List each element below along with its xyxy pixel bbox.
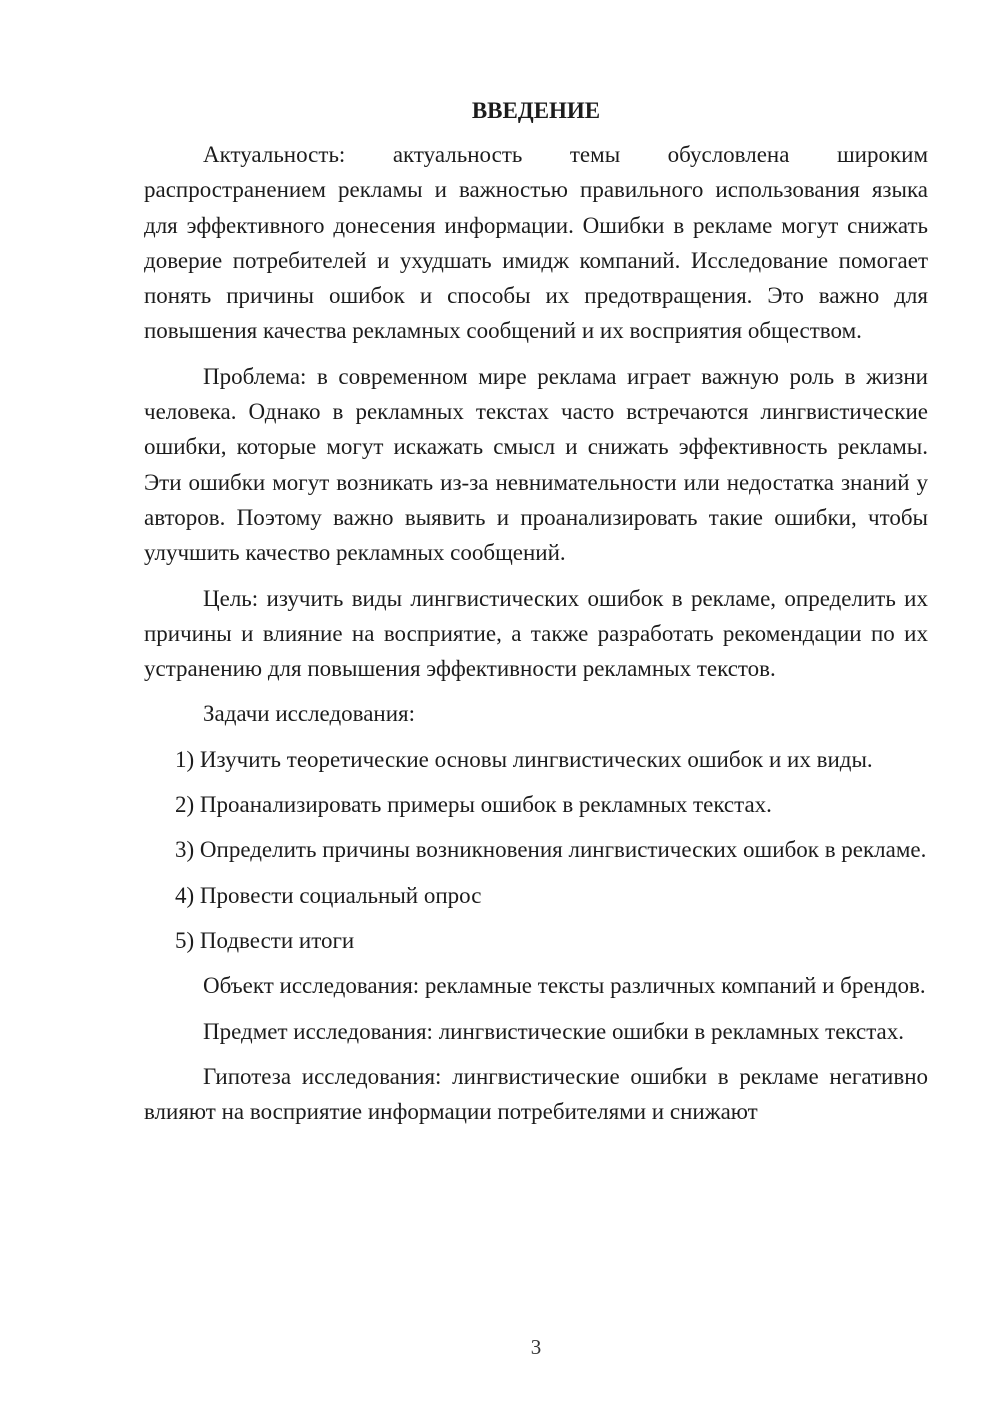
task-item-3: 3) Определить причины возникновения лингвистических ошибок в рекламе. [175, 837, 927, 863]
task-item-1: 1) Изучить теоретические основы лингвистических ошибок и их виды. [175, 746, 873, 772]
paragraph-goal: Цель: изучить виды лингвистических ошибок в рекламе, определить их причины и влияние на восприятие, а также разработать рекомендации по их устранению для повышения эффективности рекламных текстов. [144, 585, 928, 682]
page-number: 3 [530, 1335, 542, 1359]
paragraph-object: Объект исследования: рекламные тексты различных компаний и брендов. [203, 973, 926, 999]
paragraph-hypothesis: Гипотеза исследования: лингвистические ошибки в рекламе негативно влияют на восприятие информации потребителями и снижают [144, 1063, 928, 1125]
paragraph-relevance: Актуальность: актуальность темы обусловлена широким распространением рекламы и важностью правильного использования языка для эффективного донесения информации. Ошибки в рекламе могут снижать доверие потребителей и ухудшать имидж компаний. Исследование помогает понять причины ошибок и способы их предотвращения. Это важно для повышения качества рекламных сообщений и их восприятия обществом. [144, 142, 928, 344]
paragraph-problem: Проблема: в современном мире реклама играет важную роль в жизни человека. Однако в рекламных текстах часто встречаются лингвистические ошибки, которые могут искажать смысл и снижать эффективность рекламы. Эти ошибки могут возникать из-за невнимательности или недостатка знаний у авторов. Поэтому важно выявить и проанализировать такие ошибки, чтобы улучшить качество рекламных сообщений. [144, 363, 928, 566]
page-content [144, 93, 928, 1139]
paragraph-subject: Предмет исследования: лингвистические ошибки в рекламных текстах. [203, 1018, 905, 1044]
task-item-5: 5) Подвести итоги [175, 927, 355, 953]
paragraph-tasks-label: Задачи исследования: [203, 701, 416, 727]
section-heading: ВВЕДЕНИЕ [471, 98, 601, 123]
task-item-2: 2) Проанализировать примеры ошибок в рекламных текстах. [175, 792, 772, 818]
task-item-4: 4) Провести социальный опрос [175, 882, 482, 908]
